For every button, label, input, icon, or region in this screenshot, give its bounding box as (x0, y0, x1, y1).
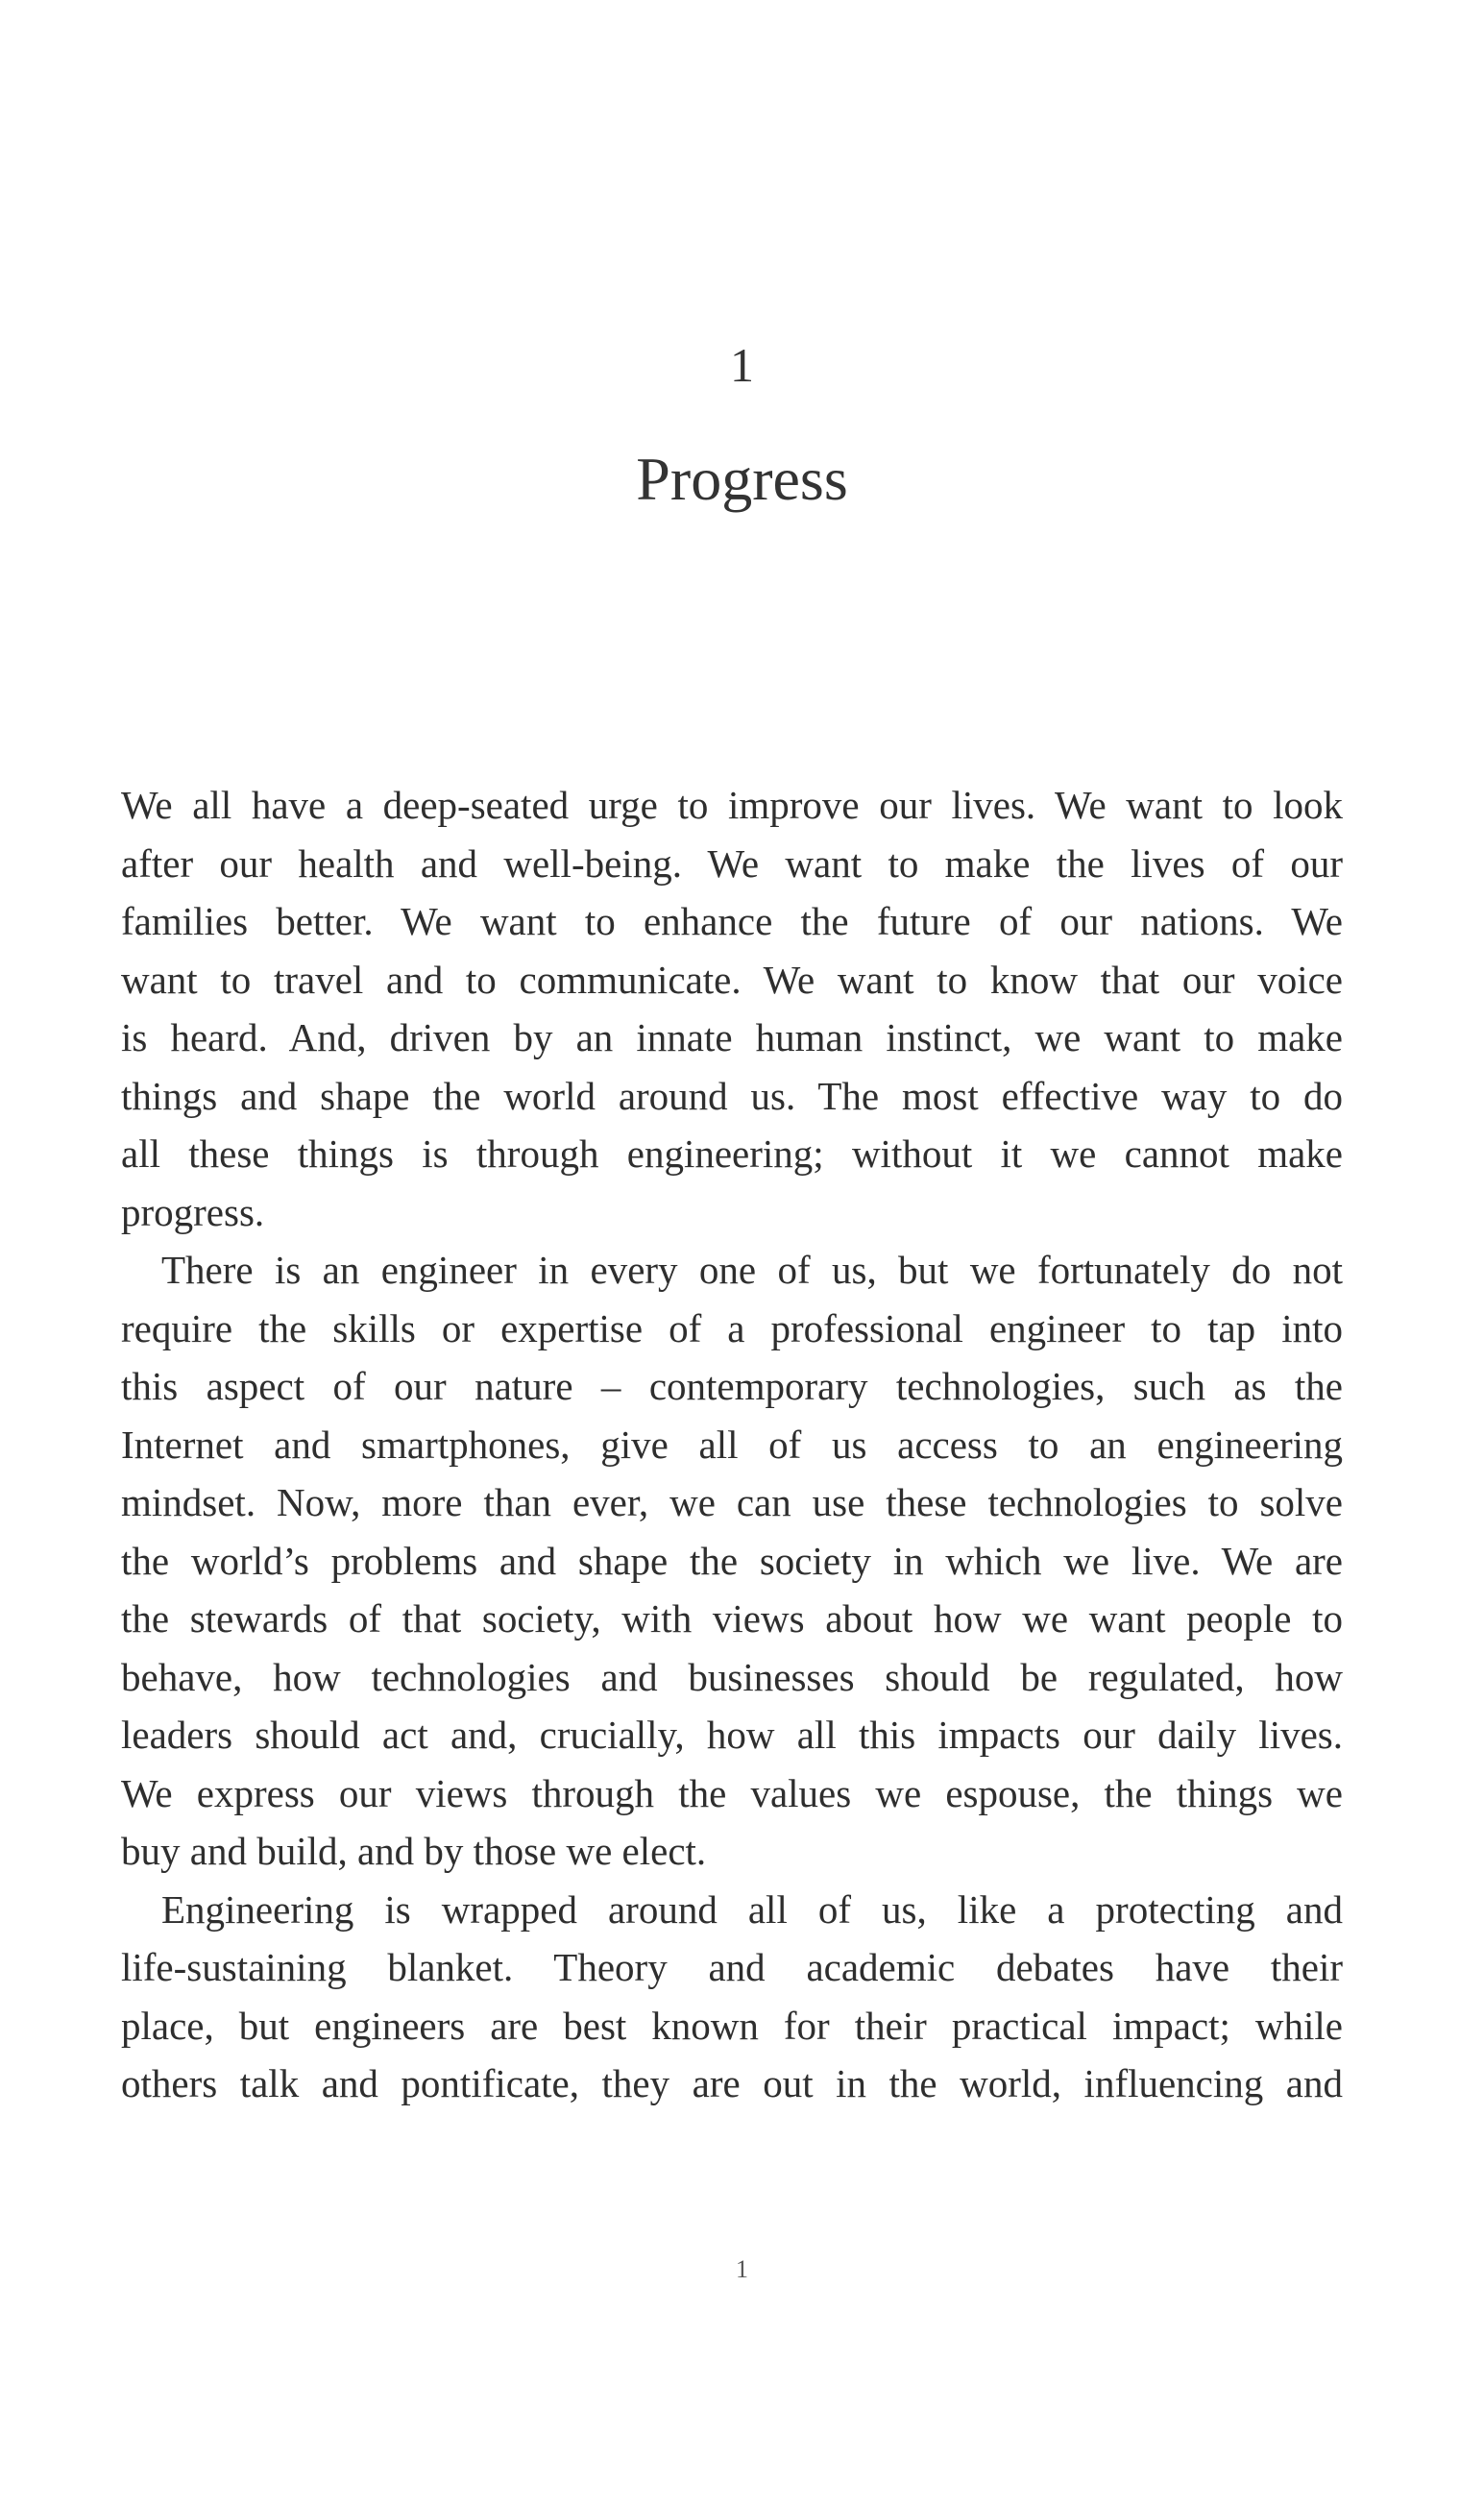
text-line: is heard. And, driven by an innate human instinct, we want to make (121, 1015, 1343, 1059)
paragraph-1 (121, 776, 1343, 1241)
text-line: Engineering is wrapped around all of us, like a protecting and (161, 1886, 1343, 1932)
text-line: Internet and smartphones, give all of us access to an engineering (121, 1422, 1343, 1467)
chapter-title: Progress (636, 445, 848, 513)
chapter-number: 1 (730, 338, 754, 392)
page-number: 1 (736, 2255, 748, 2283)
paragraph-2 (121, 1241, 1343, 1881)
text-line: this aspect of our nature – contemporary technologies, such as the (121, 1364, 1343, 1408)
text-line: progress. (121, 1189, 265, 1234)
text-line: after our health and well-being. We want to make the lives of our (121, 840, 1343, 886)
text-line: life-sustaining blanket. Theory and academic debates have their (121, 1945, 1343, 1989)
text-line: We all have a deep-seated urge to improve our lives. We want to look (121, 783, 1343, 827)
text-line: buy and build, and by those we elect. (121, 1829, 707, 1873)
text-line: place, but engineers are best known for their practical impact; while (121, 2003, 1343, 2048)
text-line: We express our views through the values we espouse, the things we (121, 1770, 1343, 1815)
text-line: want to travel and to communicate. We want to know that our voice (121, 957, 1343, 1002)
text-line: require the skills or expertise of a professional engineer to tap into (121, 1305, 1343, 1350)
text-line: There is an engineer in every one of us, but we fortunately do not (161, 1248, 1343, 1292)
text-line: the world’s problems and shape the society in which we live. We are (121, 1538, 1343, 1583)
text-line: things and shape the world around us. The most effective way to do (121, 1073, 1343, 1118)
text-line: behave, how technologies and businesses should be regulated, how (121, 1654, 1343, 1699)
body-text (121, 776, 1343, 2113)
text-line: mindset. Now, more than ever, we can use these technologies to solve (121, 1480, 1343, 1524)
text-line: the stewards of that society, with views about how we want people to (121, 1596, 1343, 1641)
text-line: others talk and pontificate, they are out in the world, influencing and (121, 2061, 1343, 2105)
text-line: families better. We want to enhance the future of our nations. We (121, 899, 1343, 943)
text-line: leaders should act and, crucially, how all this impacts our daily lives. (121, 1713, 1343, 1757)
paragraph-3 (121, 1881, 1343, 2113)
text-line: all these things is through engineering; without it we cannot make (121, 1131, 1343, 1176)
